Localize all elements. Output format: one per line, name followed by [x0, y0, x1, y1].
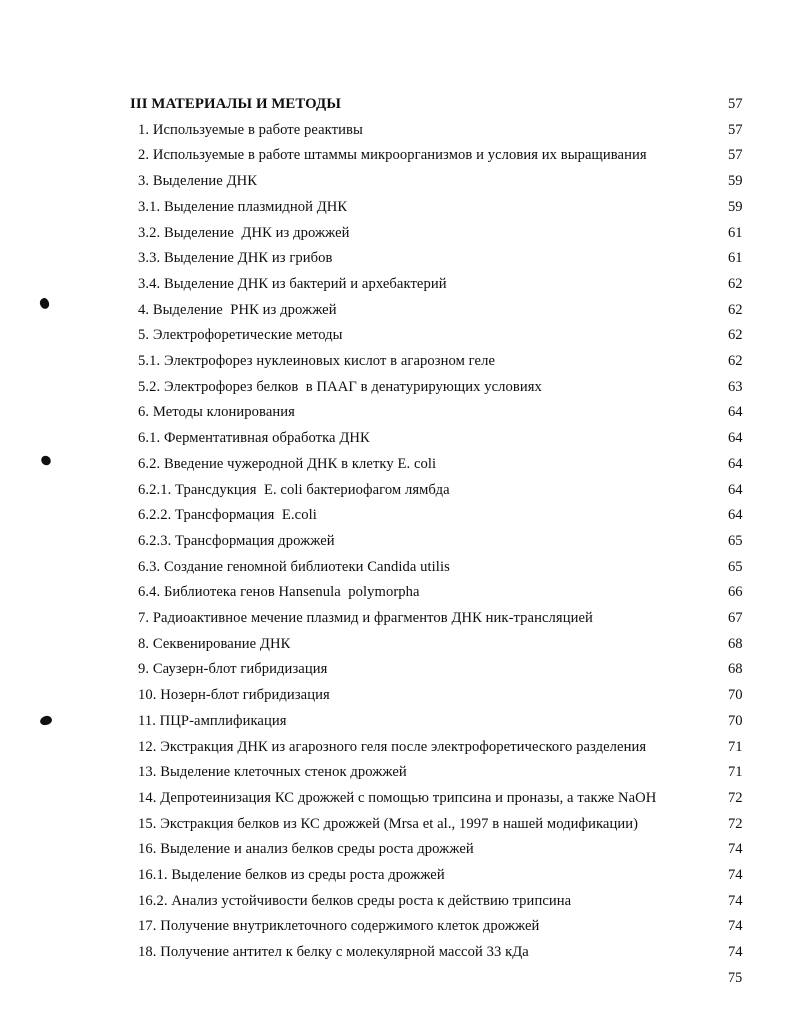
toc-entry-label: 13. Выделение клеточных стенок дрожжей — [138, 764, 407, 781]
toc-entry-label: 2. Используемые в работе штаммы микроорганизмов и условия их выращивания — [138, 147, 647, 164]
toc-entry-label: 15. Экстракция белков из КС дрожжей (Mrsa et al., 1997 в нашей модификации) — [138, 815, 639, 832]
toc-page-number: 74 — [728, 944, 743, 961]
toc-page-number: 65 — [728, 532, 743, 549]
toc-page-number: 62 — [728, 353, 743, 369]
toc-entry-label: 6.2.3. Трансформация дрожжей — [138, 532, 335, 549]
toc-page-number: 70 — [728, 687, 743, 704]
toc-page-number: 64 — [728, 507, 743, 524]
toc-entry — [0, 503, 799, 529]
toc-page-number: 74 — [728, 918, 743, 935]
toc-page-number: 57 — [728, 147, 743, 164]
toc-page-number: 59 — [728, 198, 743, 215]
toc-entry — [0, 940, 799, 966]
toc-page-number: 62 — [728, 327, 743, 344]
toc-page-number: 72 — [728, 815, 743, 832]
toc-entry — [0, 555, 799, 581]
toc-heading-label: III МАТЕРИАЛЫ И МЕТОДЫ — [130, 96, 341, 112]
toc-entry-label: 3.4. Выделение ДНК из бактерий и архебактерий — [138, 275, 447, 292]
toc-entry-label: 8. Секвенирование ДНК — [138, 635, 291, 652]
toc-page-number: 67 — [728, 610, 743, 626]
toc-entry — [0, 632, 799, 658]
toc-entry — [0, 143, 799, 169]
toc-entry — [0, 349, 799, 375]
toc-chapter-heading — [0, 92, 799, 118]
toc-page-number: 70 — [728, 712, 743, 729]
toc-page-number: 59 — [728, 173, 743, 190]
toc-page-number: 74 — [728, 892, 743, 909]
toc-entry — [0, 735, 799, 761]
toc-entry — [0, 580, 799, 606]
toc-entry-label: 5.2. Электрофорез белков в ПААГ в денатурирующих условиях — [138, 378, 542, 395]
toc-entry-label: 6.2.2. Трансформация E.coli — [138, 507, 317, 524]
toc-entry-label: 4. Выделение РНК из дрожжей — [138, 301, 337, 318]
toc-page-number: 65 — [728, 558, 743, 575]
toc-entry-label: 16.1. Выделение белков из среды роста дрожжей — [138, 867, 445, 883]
toc-entry — [0, 272, 799, 298]
toc-entry-label: 9. Саузерн-блот гибридизация — [138, 661, 328, 678]
toc-entry — [0, 529, 799, 555]
toc-entry — [0, 657, 799, 683]
toc-entry-label: 12. Экстракция ДНК из агарозного геля после электрофоретического разделения — [138, 738, 647, 755]
toc-entry — [0, 760, 799, 786]
toc-entry — [0, 118, 799, 144]
toc-page-number: 64 — [728, 430, 743, 447]
toc-page-number: 68 — [728, 635, 743, 652]
toc-entry — [0, 221, 799, 247]
toc-page-number: 64 — [728, 481, 743, 498]
toc-page-number: 71 — [728, 738, 743, 755]
toc-entry — [0, 966, 799, 992]
toc-entry-label: 10. Нозерн-блот гибридизация — [138, 687, 330, 704]
toc-entry-label: 11. ПЦР-амплификация — [138, 712, 287, 729]
toc-entry-label: 3. Выделение ДНК — [138, 173, 258, 190]
toc-page-number: 63 — [728, 378, 743, 395]
toc-entry-label: 5. Электрофоретические методы — [138, 327, 343, 344]
toc-page-number: 57 — [728, 96, 743, 112]
toc-page-number: 72 — [728, 789, 743, 806]
toc-entry — [0, 786, 799, 812]
toc-entry-label: 16. Выделение и анализ белков среды роста дрожжей — [138, 841, 474, 858]
toc-entry — [0, 863, 799, 889]
toc-page-number: 64 — [728, 404, 743, 421]
toc-entry — [0, 298, 799, 324]
toc-entry-label: 6.2.1. Трансдукция E. coli бактериофагом лямбда — [138, 481, 450, 498]
toc-page-number: 61 — [728, 224, 743, 241]
toc-page-number: 61 — [728, 250, 743, 267]
toc-entry-label: 5.1. Электрофорез нуклеиновых кислот в агарозном геле — [138, 353, 496, 369]
toc-entry — [0, 400, 799, 426]
toc-page-number: 57 — [728, 121, 743, 138]
toc-entry — [0, 323, 799, 349]
toc-entry-label: 6.2. Введение чужеродной ДНК в клетку E. coli — [138, 455, 437, 472]
toc-entry — [0, 837, 799, 863]
toc-entry — [0, 709, 799, 735]
toc-entry — [0, 683, 799, 709]
toc-entry-label: 3.2. Выделение ДНК из дрожжей — [138, 224, 350, 241]
toc-entry-label: 6.1. Ферментативная обработка ДНК — [138, 430, 370, 447]
toc-entry-label: 18. Получение антител к белку с молекулярной массой 33 кДа — [138, 944, 529, 961]
toc-page-number: 66 — [728, 584, 743, 601]
toc-entry-label: 6.4. Библиотека генов Hansenula polymorpha — [138, 584, 420, 601]
toc-entry-label: 7. Радиоактивное мечение плазмид и фрагментов ДНК ник-трансляцией — [138, 610, 593, 626]
toc-entry — [0, 914, 799, 940]
toc-page-number: 64 — [728, 455, 743, 472]
toc-entry-label: 3.3. Выделение ДНК из грибов — [138, 250, 333, 267]
toc-entry-label: 17. Получение внутриклеточного содержимого клеток дрожжей — [138, 918, 540, 935]
toc-entry — [0, 169, 799, 195]
toc-entry-label: 14. Депротеинизация КС дрожжей с помощью трипсина и проназы, а также NaOH — [138, 789, 657, 806]
toc-entry — [0, 195, 799, 221]
toc-entry — [0, 812, 799, 838]
toc-entry — [0, 452, 799, 478]
toc-entry-label: 6. Методы клонирования — [138, 404, 295, 421]
toc-entry — [0, 426, 799, 452]
toc-page-number: 71 — [728, 764, 743, 781]
toc-page-number: 62 — [728, 301, 743, 318]
toc-entry — [0, 889, 799, 915]
toc-entry-label: 3.1. Выделение плазмидной ДНК — [138, 198, 348, 215]
toc-entry — [0, 246, 799, 272]
toc-page-number: 74 — [728, 867, 743, 883]
toc-entry — [0, 606, 799, 632]
toc-entry — [0, 375, 799, 401]
toc-entry-label: 16.2. Анализ устойчивости белков среды роста к действию трипсина — [138, 892, 572, 909]
toc-page-number: 75 — [728, 969, 743, 986]
toc-entry-label: 1. Используемые в работе реактивы — [138, 121, 363, 138]
toc-page-number: 62 — [728, 275, 743, 292]
toc-entry — [0, 478, 799, 504]
toc-page-number: 68 — [728, 661, 743, 678]
toc-entry-label: 6.3. Создание геномной библиотеки Candida utilis — [138, 558, 450, 575]
toc-page-number: 74 — [728, 841, 743, 858]
